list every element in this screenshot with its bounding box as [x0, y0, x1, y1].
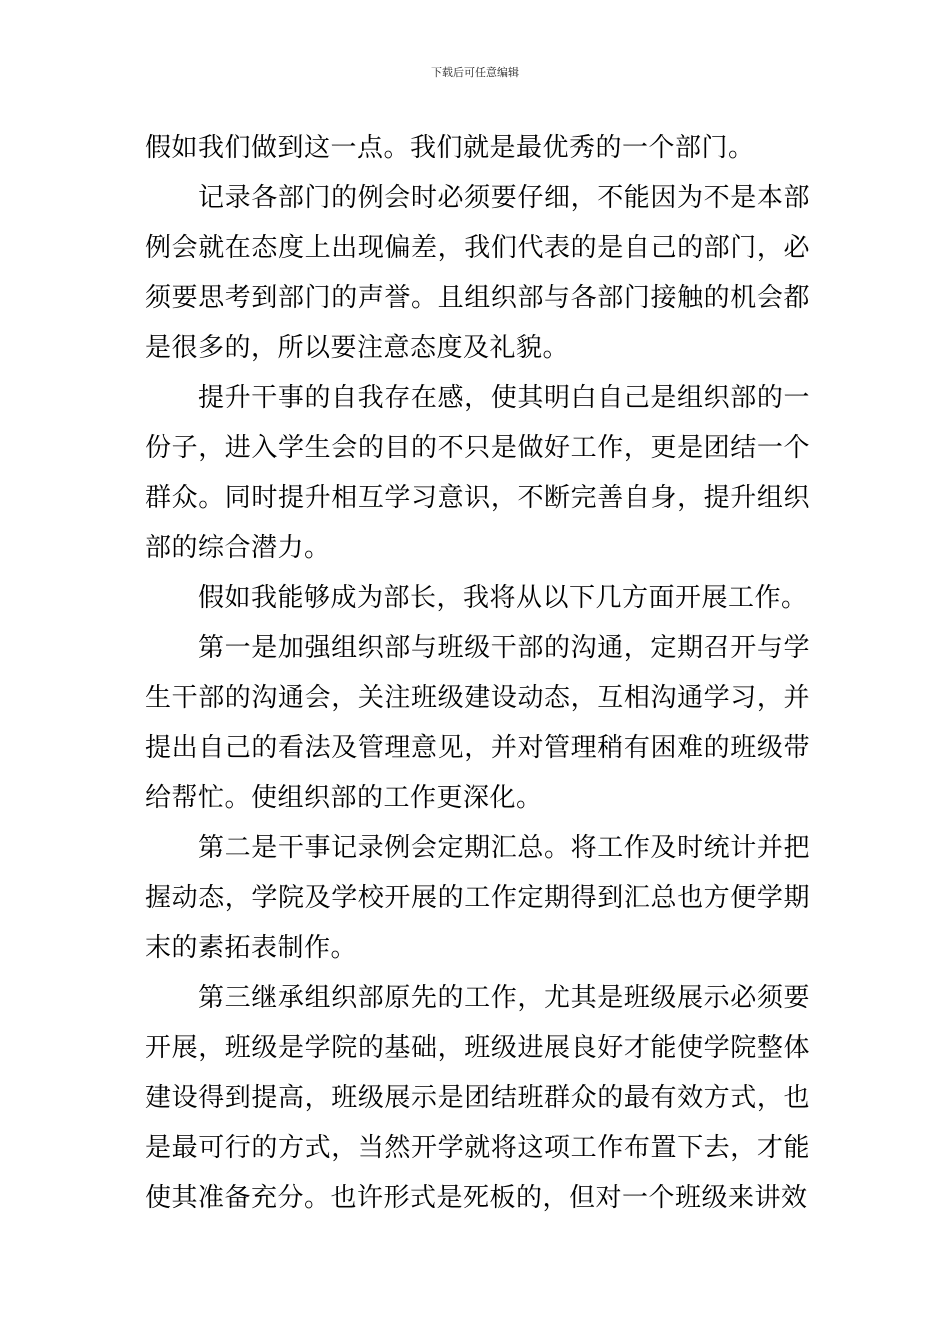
paragraph-meeting-records: 记录各部门的例会时必须要仔细，不能因为不是本部例会就在态度上出现偏差，我们代表的是自己的部门，必须要思考到部门的声誉。且组织部与各部门接触的机会都是很多的，所以要注意态度及礼貌。 [145, 183, 810, 363]
paragraph-continuation: 假如我们做到这一点。我们就是最优秀的一个部门。 [145, 133, 755, 163]
paragraph-plan-third: 第三继承组织部原先的工作，尤其是班级展示必须要开展，班级是学院的基础，班级进展良好才能使学院整体建设得到提高，班级展示是团结班群众的最有效方式，也是最可行的方式，当然开学就将这项工作布置下去，才能使其准备充分。也许形式是死板的，但对一个班级来讲效 [145, 983, 810, 1213]
paragraph-plan-first: 第一是加强组织部与班级干部的沟通，定期召开与学生干部的沟通会，关注班级建设动态，互相沟通学习，并提出自己的看法及管理意见，并对管理稍有困难的班级带给帮忙。使组织部的工作更深化。 [145, 633, 810, 813]
document-body [145, 123, 810, 1223]
paragraph-staff-belonging: 提升干事的自我存在感，使其明白自己是组织部的一份子，进入学生会的目的不只是做好工作，更是团结一个群众。同时提升相互学习意识，不断完善自身，提升组织部的综合潜力。 [145, 383, 810, 563]
paragraph-plan-intro: 假如我能够成为部长，我将从以下几方面开展工作。 [198, 583, 808, 613]
page-header-note: 下载后可任意编辑 [431, 66, 519, 79]
paragraph-plan-second: 第二是干事记录例会定期汇总。将工作及时统计并把握动态，学院及学校开展的工作定期得到汇总也方便学期末的素拓表制作。 [145, 833, 810, 963]
